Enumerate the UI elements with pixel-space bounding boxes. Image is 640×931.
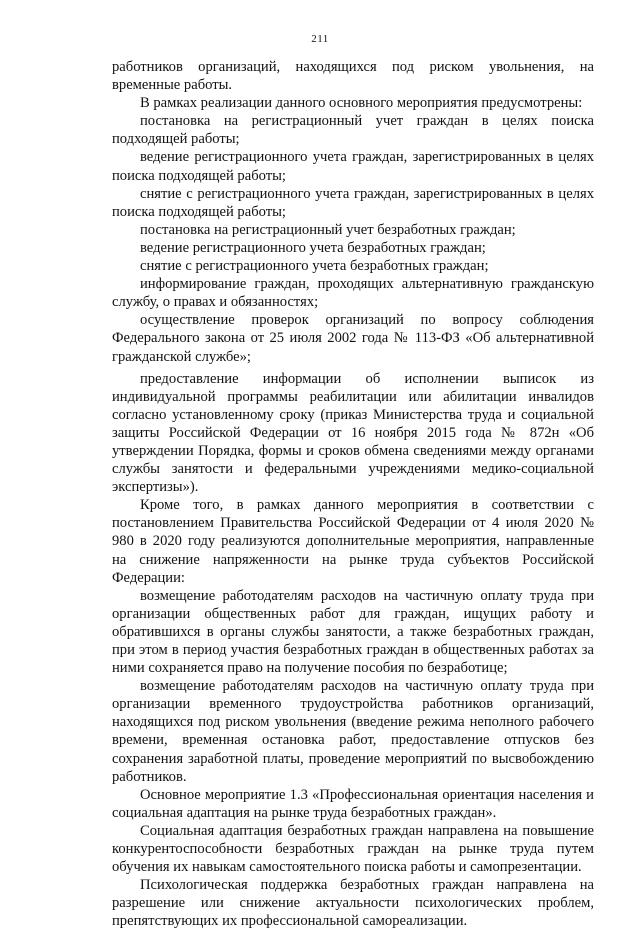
list-item: ведение регистрационного учета граждан, зарегистрированных в целях поиска подходящей работы;	[112, 149, 594, 184]
paragraph: Кроме того, в рамках данного мероприятия в соответствии с постановлением Правительства Российской Федерации от 4 июля 2020 № 980 в 2020 году реализуются дополнительные мероприятия, направленные на снижение напряженности на рынке труда субъектов Российской Федерации:	[112, 497, 594, 586]
page-number: 211	[311, 33, 329, 45]
list-item: постановка на регистрационный учет безработных граждан;	[140, 221, 516, 238]
paragraph-continuation: работников организаций, находящихся под риском увольнения, на временные работы.	[112, 59, 594, 94]
list-item: возмещение работодателям расходов на частичную оплату труда при организации временного трудоустройства работников организаций, находящихся под риском увольнения (введение режима неполного рабочего времени, временная остановка работ, предоставление отпусков без сохранения заработной платы, проведение мероприятий по высвобождению работников.	[112, 678, 594, 785]
document-body	[112, 58, 594, 931]
list-item: возмещение работодателям расходов на частичную оплату труда при организации общественных работ для граждан, ищущих работу и обратившихся в органы службы занятости, а также безработных граждан, при этом в период участия безработных граждан в общественных работах за ними сохраняется право на получение пособия по безработице;	[112, 587, 594, 677]
list-item: снятие с регистрационного учета безработных граждан;	[140, 258, 489, 275]
list-item: ведение регистрационного учета безработных граждан;	[140, 239, 486, 256]
paragraph: Социальная адаптация безработных граждан направлена на повышение конкурентоспособности безработных граждан на рынке труда путем обучения их навыкам самостоятельного поиска работы и самопрезентации.	[112, 822, 594, 876]
list-item: предоставление информации об исполнении выписок из индивидуальной программы реабилитации или абилитации инвалидов согласно установленному сроку (приказ Министерства труда и социальной защиты Российской Федерации от 16 ноября 2015 года № 872н «Об утверждении Порядка, формы и сроков обмена сведениями между органами службы занятости и федеральными учреждениями медико-социальной экспертизы»).	[112, 370, 594, 496]
list-item: информирование граждан, проходящих альтернативную гражданскую службу, о правах и обязанностях;	[112, 276, 594, 311]
paragraph: В рамках реализации данного основного мероприятия предусмотрены:	[140, 95, 583, 112]
section-heading: Основное мероприятие 1.3 «Профессиональная ориентация населения и социальная адаптация на рынке труда безработных граждан».	[112, 786, 594, 821]
list-item: снятие с регистрационного учета граждан, зарегистрированных в целях поиска подходящей работы;	[112, 185, 594, 220]
paragraph: Психологическая поддержка безработных граждан направлена на разрешение или снижение актуальности психологических проблем, препятствующих их профессиональной самореализации.	[112, 877, 594, 930]
list-item: постановка на регистрационный учет граждан в целях поиска подходящей работы;	[112, 113, 594, 148]
list-item: осуществление проверок организаций по вопросу соблюдения Федерального закона от 25 июля 2002 года № 113-ФЗ «Об альтернативной гражданской службе»;	[112, 312, 594, 365]
